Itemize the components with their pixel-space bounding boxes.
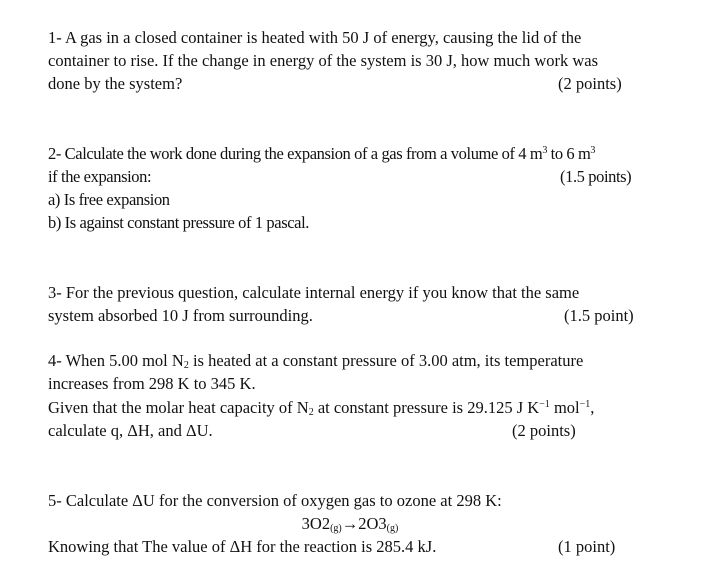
q1-line-3: done by the system? <box>48 74 183 93</box>
q4-line-1 <box>48 351 583 371</box>
q3-line-2: system absorbed 10 J from surrounding. <box>48 306 313 325</box>
q2-line-1 <box>48 144 595 164</box>
q2-exponent-2: 3 <box>590 145 596 156</box>
q4-heat-text-end: , <box>590 398 595 417</box>
q4-heat-text-mid2: mol <box>549 398 580 417</box>
q4-heat-subscript: 2 <box>308 407 314 418</box>
q5-line-3: Knowing that The value of ΔH for the reaction is 285.4 kJ. <box>48 537 437 556</box>
q5-line-1: 5- Calculate ΔU for the conversion of oxygen gas to ozone at 298 K: <box>48 491 502 510</box>
q2-line-2: if the expansion: <box>48 167 152 186</box>
q2-option-a: a) Is free expansion <box>48 190 170 209</box>
q3-line-1: 3- For the previous question, calculate internal energy if you know that the same <box>48 283 580 302</box>
q5-arrow: → <box>341 514 359 533</box>
q4-heat-text-pre: Given that the molar heat capacity of N <box>48 398 309 417</box>
q2-points: (1.5 points) <box>560 167 632 186</box>
q5-points: (1 point) <box>558 537 616 556</box>
q5-product: 2O3 <box>358 514 387 533</box>
q2-option-b: b) Is against constant pressure of 1 pascal. <box>48 213 309 232</box>
q4-points: (2 points) <box>512 421 576 440</box>
q1-line-1: 1- A gas in a closed container is heated with 50 J of energy, causing the lid of the <box>48 28 582 47</box>
q5-state-1: (g) <box>330 523 342 534</box>
q5-equation <box>0 514 700 534</box>
q4-subscript: 2 <box>183 360 189 371</box>
q4-heat-text-mid: at constant pressure is 29.125 J K <box>313 398 540 417</box>
q1-line-2: container to rise. If the change in energy of the system is 30 J, how much work was <box>48 51 599 70</box>
q4-text-post: is heated at a constant pressure of 3.00 atm, its temperature <box>188 351 584 370</box>
q4-line-2: increases from 298 K to 345 K. <box>48 374 256 393</box>
q5-reactant: 3O2 <box>301 514 331 533</box>
q4-text-pre: 4- When 5.00 mol N <box>48 351 184 370</box>
q2-exponent-1: 3 <box>542 145 547 156</box>
q4-line-3 <box>48 398 594 418</box>
q1-points: (2 points) <box>558 74 622 93</box>
q5-state-2: (g) <box>386 523 399 534</box>
q4-heat-exponent-2: −1 <box>579 399 591 410</box>
q4-heat-exponent-1: −1 <box>539 399 550 410</box>
q2-text-pre: 2- Calculate the work done during the expansion of a gas from a volume of 4 m <box>48 144 543 163</box>
q2-text-mid: to 6 m <box>546 144 591 163</box>
q3-points: (1.5 point) <box>564 306 634 325</box>
q4-line-4: calculate q, ΔH, and ΔU. <box>48 421 213 440</box>
